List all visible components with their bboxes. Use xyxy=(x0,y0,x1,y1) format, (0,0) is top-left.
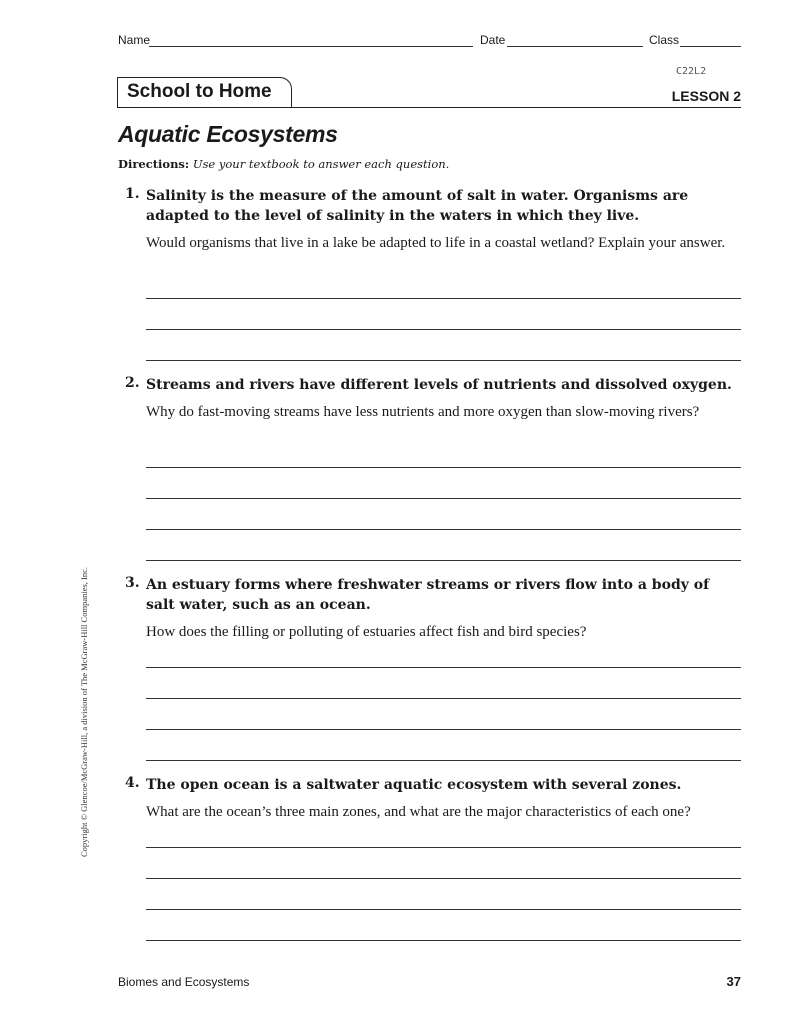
name-field[interactable] xyxy=(149,46,473,47)
directions xyxy=(118,157,449,171)
date-field[interactable] xyxy=(507,46,643,47)
student-info-header xyxy=(118,33,741,49)
answer-line[interactable] xyxy=(146,529,741,530)
page-title: Aquatic Ecosystems xyxy=(118,121,338,147)
class-label: Class xyxy=(649,33,680,47)
question-statement: Streams and rivers have different levels of nutrients and dissolved oxygen. xyxy=(146,377,732,393)
worksheet-code: C22L2 xyxy=(676,66,707,77)
page-number: 37 xyxy=(726,974,741,989)
question-statement: An estuary forms where freshwater streams or rivers flow into a body of salt water, such as an ocean. xyxy=(146,577,710,613)
class-field[interactable] xyxy=(680,46,741,47)
answer-line[interactable] xyxy=(146,560,741,561)
date-label: Date xyxy=(480,33,506,47)
name-label: Name xyxy=(118,33,151,47)
answer-line[interactable] xyxy=(146,909,741,910)
directions-label: Directions: xyxy=(118,157,190,171)
section-tab-title: School to Home xyxy=(127,81,272,102)
answer-line[interactable] xyxy=(146,498,741,499)
question-prompt: Why do fast-moving streams have less nutrients and more oxygen than slow-moving rivers? xyxy=(146,404,700,420)
answer-line[interactable] xyxy=(146,467,741,468)
lesson-label: LESSON 2 xyxy=(671,88,741,104)
answer-line[interactable] xyxy=(146,667,741,668)
question-prompt: Would organisms that live in a lake be adapted to life in a coastal wetland? Explain your answer. xyxy=(146,235,726,251)
answer-line[interactable] xyxy=(146,360,741,361)
answer-line[interactable] xyxy=(146,878,741,879)
question-prompt: What are the ocean’s three main zones, and what are the major characteristics of each one? xyxy=(146,804,691,820)
answer-line[interactable] xyxy=(146,698,741,699)
answer-line[interactable] xyxy=(146,940,741,941)
copyright-notice: Copyright © Glencoe/McGraw-Hill, a division of The McGraw-Hill Companies, Inc. xyxy=(79,566,89,858)
question-number: 3. xyxy=(125,575,140,591)
answer-line[interactable] xyxy=(146,729,741,730)
header-divider xyxy=(117,107,741,108)
answer-line[interactable] xyxy=(146,760,741,761)
question-number: 1. xyxy=(125,186,140,202)
answer-line[interactable] xyxy=(146,847,741,848)
question-number: 4. xyxy=(125,775,140,791)
question-statement: Salinity is the measure of the amount of salt in water. Organisms are adapted to the level of salinity in the waters in which they live. xyxy=(146,188,689,224)
answer-line[interactable] xyxy=(146,329,741,330)
question-number: 2. xyxy=(125,375,140,391)
section-tab xyxy=(117,77,292,107)
answer-line[interactable] xyxy=(146,298,741,299)
question-prompt: How does the filling or polluting of estuaries affect fish and bird species? xyxy=(146,624,587,640)
directions-text: Use your textbook to answer each question. xyxy=(192,157,450,171)
question-statement: The open ocean is a saltwater aquatic ecosystem with several zones. xyxy=(146,777,682,793)
footer-book-title: Biomes and Ecosystems xyxy=(118,975,250,989)
